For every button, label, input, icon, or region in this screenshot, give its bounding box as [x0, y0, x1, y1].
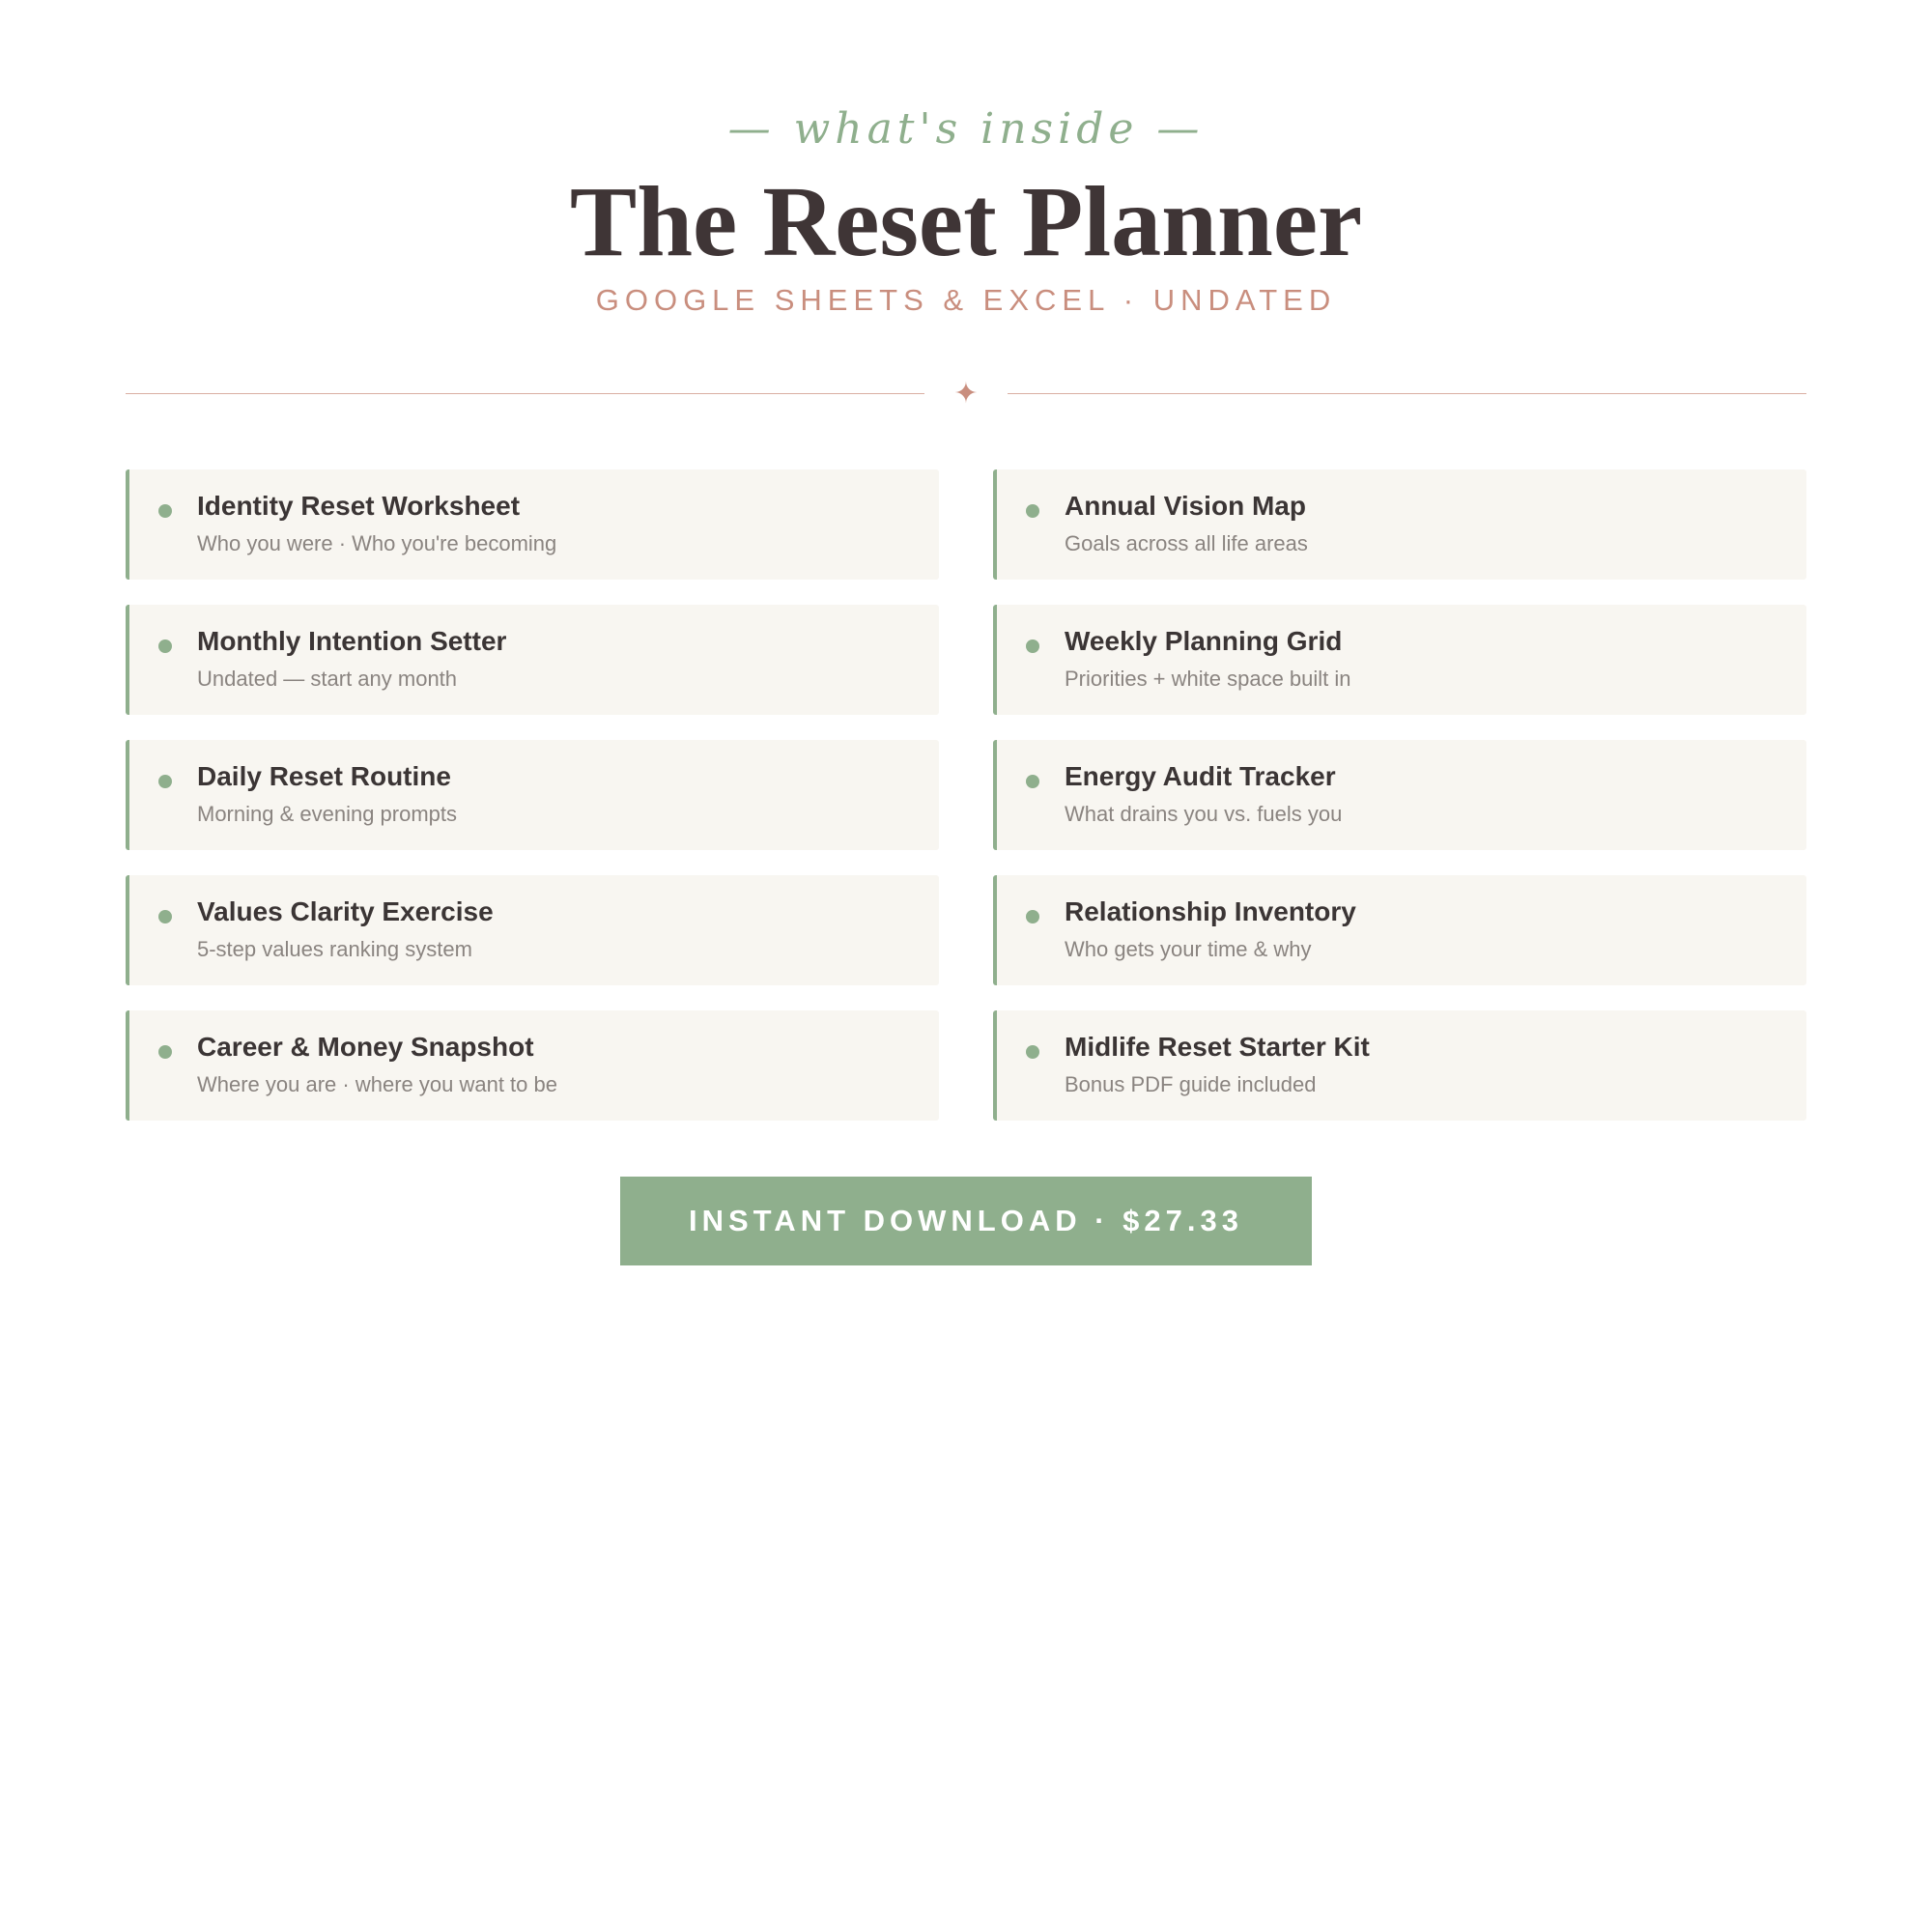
feature-card — [993, 740, 1806, 850]
bullet-dot-icon — [158, 1045, 172, 1059]
divider-line-right — [1008, 393, 1806, 394]
page-subtitle: GOOGLE SHEETS & EXCEL · UNDATED — [595, 283, 1337, 317]
bullet-dot-icon — [1026, 910, 1039, 923]
feature-title: Weekly Planning Grid — [1065, 626, 1343, 656]
bullet-dot-icon — [158, 910, 172, 923]
feature-title: Relationship Inventory — [1065, 896, 1356, 926]
feature-description: Bonus PDF guide included — [1065, 1072, 1317, 1096]
instant-download-button[interactable]: INSTANT DOWNLOAD · $27.33 — [620, 1177, 1312, 1265]
feature-card — [126, 1010, 939, 1121]
feature-card — [126, 875, 939, 985]
feature-card — [993, 605, 1806, 715]
bullet-dot-icon — [158, 504, 172, 518]
bullet-dot-icon — [1026, 1045, 1039, 1059]
feature-title: Monthly Intention Setter — [197, 626, 507, 656]
feature-grid — [126, 469, 1806, 1121]
bullet-dot-icon — [158, 639, 172, 653]
feature-card — [993, 1010, 1806, 1121]
feature-title: Energy Audit Tracker — [1065, 761, 1336, 791]
feature-title: Identity Reset Worksheet — [197, 491, 521, 521]
feature-title: Values Clarity Exercise — [197, 896, 494, 926]
feature-title: Daily Reset Routine — [197, 761, 451, 791]
feature-card — [993, 469, 1806, 580]
sparkle-icon: ✦ — [953, 377, 979, 411]
feature-description: Undated — start any month — [197, 667, 458, 691]
feature-title: Annual Vision Map — [1065, 491, 1306, 521]
feature-description: Priorities + white space built in — [1065, 667, 1351, 691]
page-title: The Reset Planner — [569, 166, 1363, 277]
feature-card — [126, 740, 939, 850]
feature-description: Morning & evening prompts — [197, 802, 458, 826]
feature-card — [993, 875, 1806, 985]
feature-description: Goals across all life areas — [1065, 531, 1308, 555]
feature-title: Career & Money Snapshot — [197, 1032, 534, 1062]
eyebrow-text: — what's inside — — [727, 104, 1205, 154]
feature-card — [126, 605, 939, 715]
bullet-dot-icon — [1026, 775, 1039, 788]
bullet-dot-icon — [1026, 639, 1039, 653]
feature-description: What drains you vs. fuels you — [1065, 802, 1343, 826]
feature-description: Who gets your time & why — [1065, 937, 1312, 961]
section-divider — [126, 375, 1806, 413]
feature-description: Where you are · where you want to be — [197, 1072, 557, 1096]
feature-description: Who you were · Who you're becoming — [197, 531, 557, 555]
feature-title: Midlife Reset Starter Kit — [1065, 1032, 1370, 1062]
feature-description: 5-step values ranking system — [197, 937, 472, 961]
bullet-dot-icon — [158, 775, 172, 788]
feature-card — [126, 469, 939, 580]
divider-line-left — [126, 393, 924, 394]
bullet-dot-icon — [1026, 504, 1039, 518]
